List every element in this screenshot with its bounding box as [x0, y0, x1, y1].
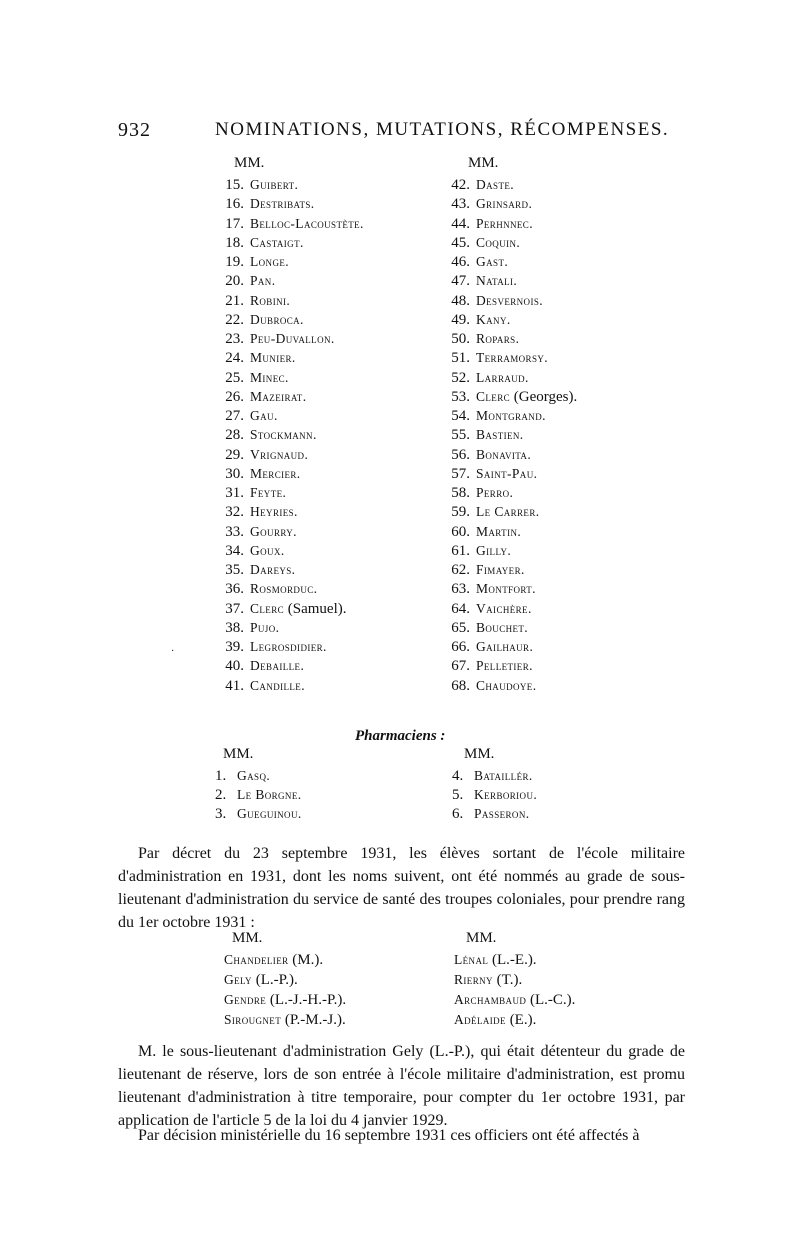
entry-name: Heyries.: [250, 504, 298, 520]
list-item: [214, 656, 444, 675]
list-item: [224, 970, 454, 990]
entry-name: Grinsard.: [476, 196, 533, 212]
entry-number: 55.: [451, 427, 470, 444]
list1-right-column: [440, 155, 700, 695]
entry-number: 38.: [225, 619, 244, 636]
column-heading: MM.: [468, 155, 499, 171]
entry-number: 28.: [225, 427, 244, 444]
entry-name: Dareys.: [250, 562, 296, 577]
list-item: [452, 766, 672, 785]
pharmaciens-right-column: [452, 746, 672, 823]
entry-name: Terramorsy.: [476, 350, 549, 366]
list-item: [452, 804, 672, 823]
entry-name: Minec.: [250, 369, 289, 385]
entry-number: 22.: [225, 311, 244, 328]
list-item: [214, 233, 444, 252]
entry-number: 44.: [451, 215, 470, 232]
entry-name: Mazeirat.: [250, 388, 307, 404]
list-item: [214, 676, 444, 695]
entry-name: Dubroca.: [250, 311, 304, 327]
page-number: 932: [118, 119, 151, 141]
entry-name: Clerc: [476, 388, 511, 404]
officer-initials: (P.-M.-J.).: [281, 1012, 346, 1028]
entry-number: 47.: [451, 273, 470, 290]
officer-initials: (E.).: [505, 1012, 537, 1028]
entry-name: Gasq.: [237, 768, 271, 783]
list-item: [214, 348, 444, 367]
entry-number: 56.: [451, 446, 470, 463]
list-item: [440, 387, 700, 406]
entry-number: 18.: [225, 234, 244, 251]
entry-name: Perro.: [476, 485, 514, 500]
entry-number: 59.: [451, 504, 470, 521]
list-item: [214, 175, 444, 194]
officer-initials: (L.-C.).: [526, 992, 576, 1008]
list-item: [440, 579, 700, 598]
entry-name: Belloc-Lacoustète.: [250, 215, 364, 231]
entry-name: Legrosdidier.: [250, 639, 327, 654]
entry-name: Gau.: [250, 408, 278, 423]
entry-number: 53.: [451, 388, 470, 405]
list-item: [214, 483, 444, 502]
list-item: [440, 637, 700, 656]
list-item: [440, 348, 700, 367]
entry-number: 65.: [451, 619, 470, 636]
entry-number: 66.: [451, 639, 470, 655]
entry-number: 40.: [225, 658, 244, 675]
gely-paragraph: M. le sous-lieutenant d'administration Gely (L.-P.), qui était détenteur du grade de lieutenant de réserve, lors de son entrée à l'école militaire d'administration, est promu lieutenant d'administration à titre temporaire, pour compter du 1er octobre 1931, par application de l'article 5 de la loi du 4 janvier 1929.: [118, 1043, 685, 1129]
list1-left-column: [214, 155, 444, 695]
officer-name: Rierny: [454, 972, 493, 987]
list-item: [214, 618, 444, 637]
list-item: [214, 214, 444, 233]
entry-name: Mercier.: [250, 465, 301, 481]
entry-name: Le Carrer.: [476, 504, 540, 520]
list-item: [224, 1010, 454, 1030]
list-item: [440, 425, 700, 444]
entry-number: 46.: [451, 254, 470, 270]
entry-name: Gueguinou.: [237, 806, 302, 821]
list-item: [440, 368, 700, 387]
entry-number: 19.: [225, 254, 244, 270]
entry-qualifier: (Samuel).: [284, 600, 347, 617]
entry-name: Gourry.: [250, 523, 297, 539]
entry-number: 29.: [225, 446, 244, 463]
entry-name: Gilly.: [476, 542, 512, 558]
entry-number: 23.: [225, 331, 244, 347]
list-item: [452, 785, 672, 804]
list-item: [214, 406, 444, 425]
entry-number: 6.: [452, 806, 464, 822]
entry-number: 16.: [225, 196, 244, 213]
entry-name: Kany.: [476, 311, 511, 327]
officers-left-column: [224, 930, 454, 1030]
entry-name: Montfort.: [476, 581, 536, 597]
entry-name: Goux.: [250, 542, 285, 558]
list-item: [224, 950, 454, 970]
list-item: [440, 541, 700, 560]
entry-number: 54.: [451, 408, 470, 424]
entry-number: 34.: [225, 542, 244, 559]
entry-name: Longe.: [250, 254, 290, 269]
list-item: [214, 464, 444, 483]
entry-number: 50.: [451, 331, 470, 347]
entry-name: Peu-Duvallon.: [250, 331, 335, 346]
officer-initials: (L.-P.).: [251, 972, 298, 988]
list-item: [214, 522, 444, 541]
list-item: [214, 637, 444, 656]
entry-name: Daste.: [476, 177, 515, 192]
entry-name: Kerboriou.: [474, 787, 538, 802]
entry-number: 33.: [225, 523, 244, 540]
entry-number: 5.: [452, 787, 464, 803]
list-item: [214, 291, 444, 310]
officer-name: Archambaud: [454, 992, 527, 1007]
entry-name: Martin.: [476, 523, 522, 539]
list-item: [440, 502, 700, 521]
list-item: [214, 599, 444, 618]
entry-qualifier: (Georges).: [510, 388, 578, 405]
list-item: [214, 368, 444, 387]
entry-number: 64.: [451, 600, 470, 617]
officer-initials: (T.).: [492, 972, 523, 988]
entry-number: 27.: [225, 408, 244, 424]
list-item: [214, 445, 444, 464]
entry-name: Guibert.: [250, 177, 299, 192]
list-item: [214, 579, 444, 598]
entry-name: Bataillér.: [474, 768, 533, 783]
list-item: [440, 483, 700, 502]
entry-number: 26.: [225, 388, 244, 405]
officer-name: Gendre: [224, 992, 267, 1007]
entry-name: Clerc: [250, 600, 285, 616]
entry-number: 45.: [451, 234, 470, 251]
list-item: [440, 291, 700, 310]
list-item: [215, 785, 435, 804]
pharmaciens-left-entries: [215, 766, 435, 823]
entry-name: Bouchet.: [476, 619, 529, 635]
list-item: [440, 656, 700, 675]
entry-name: Pujo.: [250, 619, 280, 635]
officer-name: Gely: [224, 972, 252, 987]
entry-number: 4.: [452, 768, 464, 784]
entry-name: Vrignaud.: [250, 446, 309, 462]
entry-number: 25.: [225, 369, 244, 386]
entry-name: Robini.: [250, 292, 291, 308]
list-item: [440, 599, 700, 618]
list-item: [454, 970, 684, 990]
entry-name: Munier.: [250, 350, 296, 366]
entry-number: 41.: [225, 677, 244, 694]
entry-number: 42.: [451, 177, 470, 193]
entry-number: 49.: [451, 311, 470, 328]
entry-name: Vaichère.: [476, 600, 532, 616]
list-item: [214, 541, 444, 560]
entry-name: Coquin.: [476, 234, 521, 250]
officer-initials: (L.-J.-H.-P.).: [266, 992, 347, 1008]
entry-number: 37.: [225, 600, 244, 617]
entry-name: Chaudoye.: [476, 677, 537, 693]
entry-number: 63.: [451, 581, 470, 598]
entry-number: 51.: [451, 350, 470, 367]
column-heading: MM.: [223, 746, 254, 762]
list1-left-entries: [214, 175, 444, 695]
entry-number: 15.: [225, 177, 244, 193]
list-item: [215, 766, 435, 785]
entry-number: 17.: [225, 215, 244, 232]
entry-number: 3.: [215, 806, 227, 822]
officer-name: Lénal: [454, 952, 489, 967]
entry-number: 30.: [225, 465, 244, 482]
list-item: [440, 214, 700, 233]
list-item: [440, 310, 700, 329]
entry-number: 24.: [225, 350, 244, 367]
list1-right-entries: [440, 175, 700, 695]
list-item: [454, 990, 684, 1010]
entry-name: Ropars.: [476, 331, 520, 346]
column-heading: MM.: [466, 930, 497, 946]
entry-name: Bonavita.: [476, 446, 532, 462]
entry-number: 35.: [225, 562, 244, 578]
entry-name: Pan.: [250, 273, 276, 289]
list-item: [214, 560, 444, 579]
entry-name: Desvernois.: [476, 292, 544, 308]
entry-number: 62.: [451, 562, 470, 578]
entry-number: 20.: [225, 273, 244, 290]
column-heading: MM.: [232, 930, 263, 946]
column-heading: MM.: [234, 155, 265, 171]
entry-number: 31.: [225, 485, 244, 501]
pharmaciens-title: Pharmaciens :: [355, 728, 446, 744]
entry-name: Saint-Pau.: [476, 465, 538, 481]
entry-number: 39.: [225, 639, 244, 655]
officer-name: Sirougnet: [224, 1012, 282, 1027]
entry-name: Castaigt.: [250, 234, 304, 250]
entry-name: Gast.: [476, 254, 509, 269]
officers-right-entries: [454, 950, 684, 1030]
margin-mark: ·: [171, 646, 175, 657]
entry-name: Pelletier.: [476, 658, 533, 674]
list-item: [454, 950, 684, 970]
list-item: [214, 194, 444, 213]
list-item: [440, 194, 700, 213]
entry-number: 48.: [451, 292, 470, 309]
entry-number: 67.: [451, 658, 470, 675]
entry-name: Fimayer.: [476, 562, 525, 577]
entry-number: 43.: [451, 196, 470, 213]
list-item: [440, 676, 700, 695]
decree-paragraph: Par décret du 23 septembre 1931, les élèves sortant de l'école militaire d'administration en 1931, dont les noms suivent, ont été nommés au grade de sous-lieutenant d'administration du service de santé des troupes coloniales, pour prendre rang du 1er octobre 1931 :: [118, 845, 685, 931]
entry-name: Bastien.: [476, 427, 524, 443]
entry-name: Debaille.: [250, 658, 305, 674]
list-item: [440, 445, 700, 464]
entry-name: Candille.: [250, 677, 305, 693]
entry-number: 57.: [451, 465, 470, 482]
entry-name: Montgrand.: [476, 408, 546, 423]
list-item: [214, 387, 444, 406]
list-item: [214, 425, 444, 444]
entry-number: 58.: [451, 485, 470, 501]
list-item: [440, 560, 700, 579]
entry-number: 32.: [225, 504, 244, 521]
list-item: [214, 310, 444, 329]
list-item: [440, 329, 700, 348]
entry-number: 52.: [451, 369, 470, 386]
list-item: [214, 329, 444, 348]
entry-number: 21.: [225, 292, 244, 309]
officers-right-column: [454, 930, 684, 1030]
list-item: [440, 464, 700, 483]
entry-number: 2.: [215, 787, 227, 803]
list-item: [440, 233, 700, 252]
officer-initials: (L.-E.).: [488, 952, 537, 968]
column-heading: MM.: [464, 746, 495, 762]
list-item: [440, 271, 700, 290]
entry-name: Gailhaur.: [476, 639, 534, 654]
entry-number: 68.: [451, 677, 470, 694]
entry-name: Stockmann.: [250, 427, 317, 443]
list-item: [214, 252, 444, 271]
running-title: NOMINATIONS, MUTATIONS, RÉCOMPENSES.: [215, 119, 670, 140]
officer-initials: (M.).: [288, 952, 324, 968]
list-item: [440, 406, 700, 425]
pharmaciens-left-column: [215, 746, 435, 823]
entry-name: Destribats.: [250, 196, 315, 212]
entry-number: 61.: [451, 542, 470, 559]
entry-name: Feyte.: [250, 485, 287, 500]
entry-number: 36.: [225, 581, 244, 598]
pharmaciens-right-entries: [452, 766, 672, 823]
entry-name: Le Borgne.: [237, 787, 302, 802]
list-item: [440, 175, 700, 194]
list-item: [224, 990, 454, 1010]
list-item: [214, 502, 444, 521]
entry-name: Natali.: [476, 273, 518, 289]
list-item: [215, 804, 435, 823]
entry-name: Larraud.: [476, 369, 529, 385]
last-paragraph: Par décision ministérielle du 16 septembre 1931 ces officiers ont été affectés à: [138, 1127, 640, 1144]
list-item: [440, 618, 700, 637]
entry-name: Passeron.: [474, 806, 530, 821]
officer-name: Adélaide: [454, 1012, 506, 1027]
officers-left-entries: [224, 950, 454, 1030]
list-item: [214, 271, 444, 290]
officer-name: Chandelier: [224, 952, 289, 967]
entry-number: 60.: [451, 523, 470, 540]
list-item: [440, 522, 700, 541]
list-item: [454, 1010, 684, 1030]
entry-name: Rosmorduc.: [250, 581, 318, 597]
entry-name: Perhnnec.: [476, 215, 533, 231]
list-item: [440, 252, 700, 271]
entry-number: 1.: [215, 768, 227, 784]
